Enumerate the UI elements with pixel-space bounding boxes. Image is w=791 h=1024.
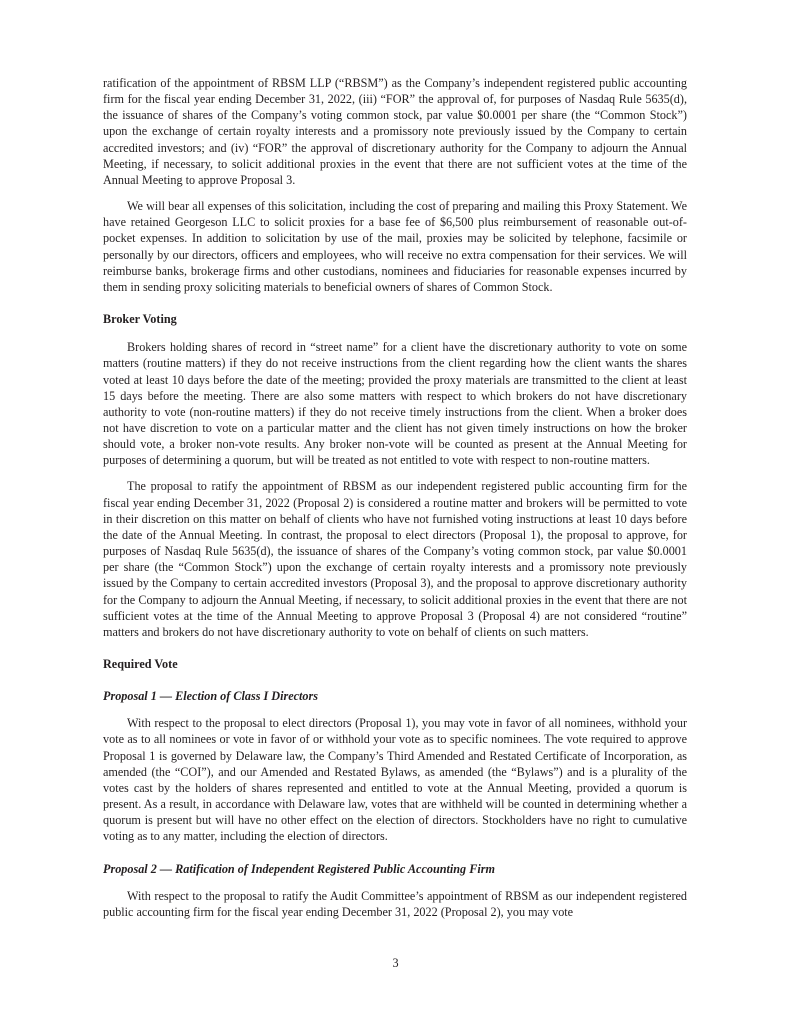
paragraph-proposal-1-vote: With respect to the proposal to elect directors (Proposal 1), you may vote in favor of all nominees, withhold your vote as to all nominees or vote in favor of or withhold your vote as to specific nominees. The vote required to approve Proposal 1 is governed by Delaware law, the Company’s Third Amended and Restated Certificate of Incorporation, as amended (the “COI”), and our Amended and Restated Bylaws, as amended (the “Bylaws”) and is a plurality of the votes cast by the holders of shares represented and entitled to vote at the Annual Meeting, provided a quorum is present. As a result, in accordance with Delaware law, votes that are withheld will be counted in determining whether a quorum is present but will have no other effect on the election of directors. Stockholders have no right to cumulative voting as to any matter, including the election of directors. [103, 716, 687, 844]
paragraph-broker-discretion: Brokers holding shares of record in “street name” for a client have the discretionary authority to vote on some matters (routine matters) if they do not receive instructions from the client regarding how the client wants the shares voted at least 10 days before the date of the meeting; provided the proxy materials are transmitted to the client at least 15 days before the meeting. There are also some matters with respect to which brokers do not have discretionary authority to vote (non-routine matters) if they do not receive timely instructions from the client. When a broker does not have discretion to vote on a particular matter and the client has not given timely instructions on how the broker should vote, a broker non-vote results. Any broker non-vote will be counted as present at the Annual Meeting for purposes of determining a quorum, but will be treated as not entitled to vote with respect to non-routine matters. [103, 340, 687, 468]
heading-required-vote: Required Vote [103, 657, 178, 671]
paragraph-solicitation-expenses: We will bear all expenses of this solicitation, including the cost of preparing and mailing this Proxy Statement. We have retained Georgeson LLC to solicit proxies for a base fee of $6,500 plus reimbursement of reasonable out-of-pocket expenses. In addition to solicitation by use of the mail, proxies may be solicited by telephone, facsimile or personally by our directors, officers and employees, who will receive no extra compensation for their services. We will reimburse banks, brokerage firms and other custodians, nominees and fiduciaries for reasonable expenses incurred by them in sending proxy soliciting materials to beneficial owners of shares of Common Stock. [103, 199, 687, 294]
paragraph-proxy-recommendations: ratification of the appointment of RBSM LLP (“RBSM”) as the Company’s independent registered public accounting firm for the fiscal year ending December 31, 2022, (iii) “FOR” the approval of, for purposes of Nasdaq Rule 5635(d), the issuance of shares of the Company’s voting common stock, par value $0.0001 per share (the “Common Stock”) upon the exchange of certain royalty interests and a promissory note previously issued by the Company to certain accredited investors; and (iv) “FOR” the approval of discretionary authority for the Company to adjourn the Annual Meeting, if necessary, to solicit additional proxies in the event that there are not sufficient votes at the time of the Annual Meeting to approve Proposal 3. [103, 76, 687, 187]
page-number: 3 [392, 956, 399, 970]
subheading-proposal-1: Proposal 1 — Election of Class I Directors [103, 689, 318, 704]
heading-broker-voting: Broker Voting [103, 312, 177, 327]
paragraph-routine-matters: The proposal to ratify the appointment of RBSM as our independent registered public accounting firm for the fiscal year ending December 31, 2022 (Proposal 2) is considered a routine matter and brokers will be permitted to vote in their discretion on this matter on behalf of clients who have not furnished voting instructions at least 10 days before the date of the Annual Meeting. In contrast, the proposal to elect directors (Proposal 1), the proposal to approve, for purposes of Nasdaq Rule 5635(d), the issuance of shares of the Company’s voting common stock, par value $0.0001 per share (the “Common Stock”) upon the exchange of certain royalty interests and a promissory note previously issued by the Company to certain accredited investors (Proposal 3), and the proposal to approve discretionary authority for the Company to adjourn the Annual Meeting, if necessary, to solicit additional proxies in the event that there are not sufficient votes at the time of the Annual Meeting to approve Proposal 3 (Proposal 4) are not considered “routine” matters and brokers do not have discretionary authority to vote on behalf of clients on such matters. [103, 479, 687, 639]
paragraph-proposal-2-vote: With respect to the proposal to ratify the Audit Committee’s appointment of RBSM as our independent registered public accounting firm for the fiscal year ending December 31, 2022 (Proposal 2), you may vote [103, 888, 687, 919]
document-page [103, 75, 687, 920]
subheading-proposal-2: Proposal 2 — Ratification of Independent Registered Public Accounting Firm [103, 861, 495, 876]
